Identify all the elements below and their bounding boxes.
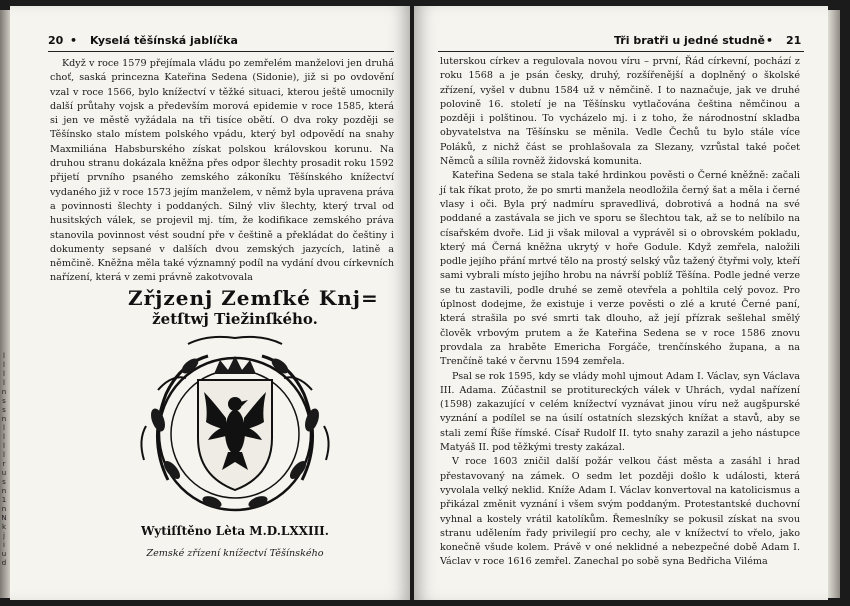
bleed-letter: j [3, 532, 5, 540]
bleed-letter: s [2, 397, 6, 405]
right-body-text [440, 55, 800, 570]
bleed-letter: i [3, 541, 5, 549]
paragraph: Když v roce 1579 přejímala vládu po zemřelém manželovi jen druhá choť, saská princezna Kateřina Sedena (Sidonie), již si po ovdovění vzal v roce 1566, bylo knížectví v těžké situaci, kterou ještě umocnily další průtahy vojsk a především morová epidemie v roce 1585, která si jen ve městě vyžádala na tři tisíce obětí. O dva roky později se Těšínsko stalo místem polského vpádu, který byl odpovědí na snahy Maxmiliána Habsburského získat polskou královskou korunu. Na druhou stranu dokázala kněžna přes odpor šlechty prosadit roku 1592 přijetí prvního psaného zemského zákoníku Těšínského knížectví vydaného již v roce 1573 jejím manželem, v němž byla upravena práva a povinnosti šlechty i poddaných. Silný vliv šlechty, který trval od husitských válek, se projevil mj. tím, že kodifikace zemského práva stanovila povinnost vést soudní pře v češtině a překládat do češtiny i dokumenty sepsané v dalších dvou zemských jazycích, latině a němčině. Kněžna měla také významný podíl na vydání dvou církevních nařízení, která v zemi právně zakotvovala [50, 58, 394, 284]
paragraph: Kateřina Sedena se stala také hrdinkou pověsti o Černé kněžně: začali jí tak říkat proto, že po smrti manžela neodložila černý šat a měla i černé vlasy i oči. Byla prý nadmíru spravedlivá, dobrotivá a hodná na své poddané a zastávala se jich ve sporu se šlechtou tak, až se to nelíbilo na císařském dvoře. Lid ji však miloval a vyprávěl si o obrovském pokladu, který má Černá kněžna ukrytý v hoře Godule. Když zemřela, naložili podle jejího přání mrtvé tělo na prostý selský vůz tažený čtyřmi voly, kteří sami vybrali místo jejího hrobu na návrší poblíž Těšína. Podle jedné verze se tu zastavili, podle druhé se země otevřela a pohltila celý povoz. Pro úplnost dodejme, že existuje i verze pověsti o zlé a kruté Černé paní, která strašila po své smrti tak dlouho, až její přízrak sešlehal smělý člověk vrbovým prutem a že Kateřina Sedena se v roce 1586 znovu provdala za hraběte Emericha Forgáče, trenčínského župana, a na Trenčíně také v červnu 1594 zemřela. [440, 170, 800, 368]
bleed-letter: N [1, 514, 7, 522]
paragraph: Psal se rok 1595, kdy se vlády mohl ujmout Adam I. Václav, syn Václava III. Adama. Zúčastnil se protitureckých válek v Uhrách, vydal nařízení (1598) zakazující v celém knížectví vyznávat jinou víru než augšpurské vyznání a podílel se na úsilí ostatních slezských knížat a stavů, aby se stali zemí Říše římské. Císař Rudolf II. tyto snahy zarazil a jeho nástupce Matyáš II. pod těžkými tresty zakázal. [440, 370, 800, 454]
left-page [10, 6, 410, 600]
left-body-text [50, 57, 394, 286]
bleed-letter: n [1, 388, 7, 396]
bleed-letter: l [3, 370, 5, 378]
bleed-letter: u [1, 469, 7, 477]
paragraph: V roce 1603 zničil další požár velkou část města a zasáhl i hrad přestavovaný na zámek. O sedm let později došlo k události, která vyvolala velký neklid. Kníže Adam I. Václav konvertoval na katolicismus a přikázal změnit vyznání i všem svým poddaným. Protestantské duchovní vyhnal a kostely vrátil katolíkům. Řemeslníky se pokusil získat na svou stranu udělením řady privilegií pro cechy, ale v knížectví to vřelo, jako konečně všude kolem. Právě v oné neklidné a nebezpečné době Adam I. Václav v roce 1616 zemřel. Zanechal po sobě syna Bedřicha Viléma [440, 456, 800, 568]
bleed-letter: l [3, 442, 5, 450]
running-title-left: Kyselá těšínská jablíčka [90, 34, 238, 47]
book-edge-right [828, 10, 840, 598]
bleed-letter: l [3, 379, 5, 387]
bleed-letter: l [3, 433, 5, 441]
page-number-left: 20 [48, 34, 64, 47]
header-rule-right [438, 51, 804, 52]
figure-caption: Zemské zřízení knížectví Těšínského [146, 548, 324, 559]
woodcut-title-page [128, 284, 379, 546]
bleed-through-letters [0, 352, 8, 568]
bleed-letter: r [2, 460, 6, 468]
bleed-letter: u [1, 550, 7, 558]
coat-of-arms-woodcut [128, 330, 342, 522]
header-bullet-left: • [70, 34, 78, 47]
bleed-letter: l [3, 352, 5, 360]
bleed-letter: n [1, 415, 7, 423]
bleed-letter: n [1, 487, 7, 495]
page-number-right: 21 [786, 34, 802, 47]
bleed-letter: d [1, 559, 7, 567]
bleed-letter: l [3, 451, 5, 459]
woodcut-title-line-1: Zřjzenj Zemſké Knj= [128, 286, 379, 310]
bleed-letter: s [2, 406, 6, 414]
woodcut-printing-line: Wytiſſtěno Lèta M.D.LXXIII. [141, 524, 329, 538]
right-page [414, 6, 828, 600]
header-bullet-right: • [766, 34, 774, 47]
header-rule-left [48, 51, 394, 52]
bleed-letter: n [1, 505, 7, 513]
woodcut-title-line-2: žetſtwj Tiežinſkého. [152, 310, 318, 328]
bleed-letter: k [1, 523, 7, 531]
bleed-letter: 1 [1, 496, 7, 504]
bleed-letter: s [2, 478, 6, 486]
bleed-letter: l [3, 424, 5, 432]
paragraph: luterskou církev a regulovala novou víru – první, Řád církevní, pochází z roku 1568 a je psán česky, druhý, rozšířenější a doplněný o školské zřízení, vyšel v dubnu 1584 už v němčině. I to naznačuje, jak ve druhé polovině 16. století je na Těšínsku vytlačována čeština němčinou a později i polštinou. To vycházelo mj. i z toho, že národnostní skladba obyvatelstva na Těšínsku se měnila. Vedle Čechů tu bylo stále více Poláků, z nichž část se prohlašovala za Slezany, vzrůstal také počet Němců a sílila rovněž židovská komunita. [440, 56, 800, 168]
running-title-right: Tři bratři u jedné studně [614, 34, 766, 47]
bleed-letter: l [3, 361, 5, 369]
